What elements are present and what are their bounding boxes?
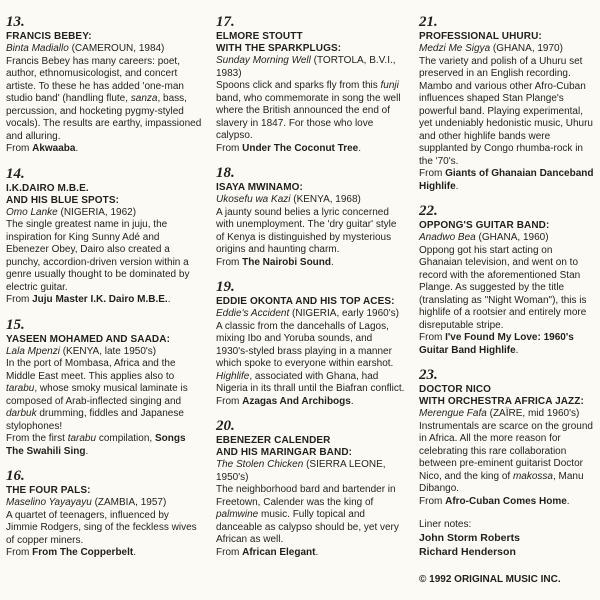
artist-name: PROFESSIONAL UHURU: xyxy=(419,31,542,42)
track-entry xyxy=(216,165,406,269)
track-title: The Stolen Chicken xyxy=(216,459,304,470)
source-prefix: From xyxy=(216,546,243,558)
source-album: The Nairobi Sound xyxy=(242,256,331,268)
artist-name: DOCTOR NICO xyxy=(419,384,492,395)
source-prefix: From xyxy=(6,294,33,305)
source-album: I've Found My Love: 1960's Guitar Band Highlife xyxy=(419,332,574,356)
title-line xyxy=(419,408,597,421)
track-number: 22. xyxy=(419,203,438,219)
source-line xyxy=(6,294,202,307)
artist-name: I.K.DAIRO M.B.E. xyxy=(6,182,89,194)
source-prefix: From xyxy=(216,256,243,268)
artist-name: EBENEZER CALENDER xyxy=(216,435,331,446)
track-description: In the port of Mombasa, Africa and the Middle East meet. This applies also to tarabu, whose smoky musical laminate is composed of Arab-inflected singing and darbuk drumming, fiddles and Japanese stylophones! xyxy=(6,358,188,432)
track-title: Sunday Morning Well xyxy=(216,55,311,66)
track-entry xyxy=(419,14,597,193)
artist-name: AND HIS MARINGAR BAND: xyxy=(216,447,353,458)
track-origin: (KENYA, 1968) xyxy=(293,194,361,205)
track-number: 17. xyxy=(216,14,235,30)
track-description: A classic from the dancehalls of Lagos, mixing Ibo and Yoruba sounds, and 1930's-styled brass playing in a manner which spoke to everyone within earshot. Highlife, associated with Ghana, had Nigeria in its thrall until the Biafran conflict. xyxy=(216,320,405,394)
track-entry xyxy=(6,14,202,156)
artist-name: AND HIS BLUE SPOTS: xyxy=(6,194,120,206)
source-album: From The Copperbelt xyxy=(32,547,134,558)
track-title: Ukosefu wa Kazi xyxy=(216,194,291,205)
track-description: The neighborhood bard and bartender in Freetown, Calender was the king of palmwine music. Fully topical and danceable as calypso should be, yet very African as well. xyxy=(216,484,399,545)
track-number: 21. xyxy=(419,14,438,30)
column-2 xyxy=(216,14,406,569)
title-line xyxy=(419,43,597,56)
liner-notes-credit xyxy=(419,518,597,559)
track-title: Medzi Me Sigya xyxy=(419,43,491,54)
source-line xyxy=(419,332,597,357)
copyright-notice: © 1992 ORIGINAL MUSIC INC. xyxy=(419,574,561,585)
source-suffix: . xyxy=(75,143,79,154)
source-prefix: From xyxy=(419,332,446,343)
source-album: Akwaaba xyxy=(32,143,76,154)
track-number: 15. xyxy=(6,316,25,333)
track-entry xyxy=(216,418,406,559)
title-line xyxy=(6,497,202,510)
source-suffix: . xyxy=(455,180,459,192)
track-entry xyxy=(6,166,202,307)
track-origin: (CAMEROUN, 1984) xyxy=(71,43,165,54)
liner-notes-author: Richard Henderson xyxy=(419,546,516,558)
artist-name: FRANCIS BEBEY: xyxy=(6,31,92,42)
track-number: 20. xyxy=(216,418,235,434)
source-album: Songs The Swahili Sing xyxy=(6,433,186,457)
column-3 xyxy=(419,14,597,586)
track-description: Oppong got his start acting on Ghanaian television, and went on to record with the aforementioned Stan Plange. As suggested by the title (translating as "Night Woman"), this is highlife of a rootsier and entirely more disreputable stripe. xyxy=(419,244,587,331)
title-line xyxy=(6,43,202,56)
source-prefix: From xyxy=(419,168,446,179)
source-line xyxy=(216,547,406,560)
track-description: The variety and polish of a Uhuru set preserved in an English recording. Mambo and various other Afro-Cuban influences shaped Stan Plange's powerful band. Playing experimental, yet undeniably hedonistic music, Uhuru and other highlife bands were supplanted by Congo rhumba-rock in the '70's. xyxy=(419,55,593,167)
source-line xyxy=(216,143,406,156)
track-origin: (GHANA, 1960) xyxy=(478,232,549,243)
track-title: Merengue Fafa xyxy=(419,408,487,419)
source-album: Juju Master I.K. Dairo M.B.E. xyxy=(32,294,168,305)
track-title: Eddie's Accident xyxy=(216,308,290,319)
source-suffix: . xyxy=(167,294,171,305)
title-line xyxy=(6,207,202,220)
artist-name: EDDIE OKONTA AND HIS TOP ACES: xyxy=(216,296,395,307)
track-origin: (KENYA, late 1950's) xyxy=(62,345,157,357)
source-prefix: From xyxy=(216,142,243,154)
track-origin: (NIGERIA, early 1960's) xyxy=(292,308,399,319)
track-description: Instrumentals are scarce on the ground in Africa. All the more reason for celebrating this rare collaboration between pre-eminent guitarist Doctor Nico, and the king of makossa, Manu Dibango. xyxy=(419,420,593,494)
title-line xyxy=(419,232,597,245)
track-entry xyxy=(216,14,406,155)
track-title: Omo Lanke xyxy=(6,206,58,218)
track-origin: (ZAMBIA, 1957) xyxy=(94,497,167,508)
column-1 xyxy=(6,14,202,570)
source-suffix: . xyxy=(331,256,334,268)
artist-name: OPPONG'S GUITAR BAND: xyxy=(419,220,550,231)
track-origin: (GHANA, 1970) xyxy=(492,43,563,54)
track-number: 13. xyxy=(6,14,25,30)
artist-name: THE FOUR PALS: xyxy=(6,485,91,496)
track-title: Maselino Yayayayu xyxy=(6,497,92,508)
source-album: Giants of Ghanaian Danceband Highlife xyxy=(419,168,594,192)
title-line xyxy=(216,308,406,321)
track-title: Lala Mpenzi xyxy=(6,345,60,357)
title-line xyxy=(216,194,406,207)
source-album: Azagas And Archibogs xyxy=(242,395,351,407)
track-description: A quartet of teenagers, influenced by Jimmie Rodgers, sing of the feckless wives of copper miners. xyxy=(6,509,197,546)
source-album: African Elegant xyxy=(242,546,316,558)
track-number: 23. xyxy=(419,367,438,383)
track-title: Binta Madiallo xyxy=(6,43,69,54)
track-title: Anadwo Bea xyxy=(419,232,476,243)
track-origin: (SIERRA LEONE, 1950's) xyxy=(216,459,386,483)
source-suffix: . xyxy=(133,547,137,558)
track-description: The single greatest name in juju, the inspiration for King Sunny Adé and Ebenezer Obey, Dairo also created a punchy, accordion-driven version within a genre usually thought to be dominated by electric guitar. xyxy=(6,219,190,293)
source-suffix: . xyxy=(350,395,354,407)
source-prefix: From xyxy=(6,143,33,154)
source-line xyxy=(6,143,202,156)
liner-notes-author: John Storm Roberts xyxy=(419,532,520,544)
source-line xyxy=(6,547,202,560)
track-entry xyxy=(419,367,597,508)
source-prefix: From xyxy=(419,495,446,507)
source-line xyxy=(419,168,597,193)
source-prefix: From xyxy=(216,395,243,407)
track-number: 19. xyxy=(216,279,235,295)
artist-name: ELMORE STOUTT xyxy=(216,31,303,42)
source-suffix: . xyxy=(515,344,519,356)
title-line xyxy=(216,459,406,484)
track-description: Spoons click and sparks fly from this funji band, who commemorate in song the well where the British announced the end of slavery in 1847. For those who love calypso. xyxy=(216,80,401,141)
track-origin: (NIGERIA, 1962) xyxy=(60,206,137,218)
source-line xyxy=(419,496,597,509)
track-origin: (TORTOLA, B.V.I., 1983) xyxy=(216,55,396,79)
track-origin: (ZAÏRE, mid 1960's) xyxy=(489,408,580,419)
liner-notes-label: Liner notes: xyxy=(419,519,472,530)
source-prefix: From the first tarabu compilation, xyxy=(6,433,155,444)
source-suffix: . xyxy=(315,546,319,558)
source-album: Under The Coconut Tree xyxy=(242,142,359,154)
artist-name: YASEEN MOHAMED AND SAADA: xyxy=(6,333,170,345)
track-entry xyxy=(216,279,406,408)
source-suffix: . xyxy=(566,495,570,507)
source-line xyxy=(216,396,406,409)
track-entry xyxy=(419,203,597,357)
track-entry xyxy=(6,317,202,459)
track-description: Francis Bebey has many careers: poet, author, ethnomusicologist, and concert artiste. To these he has added 'one-man studio band' (handling flute, sanza, bass, percussion, and hocketing pygmy-styled vocals). The results are earthy, impassioned and alluring. xyxy=(6,55,202,142)
track-number: 16. xyxy=(6,468,25,484)
track-number: 18. xyxy=(216,165,235,181)
artist-name: WITH THE SPARKPLUGS: xyxy=(216,43,342,54)
title-line xyxy=(6,346,202,359)
track-description: A jaunty sound belies a lyric concerned with unemployment. The 'dry guitar' style of Kenya is distinguished by mysterious origins and haunting charm. xyxy=(216,206,397,255)
source-line xyxy=(6,433,202,458)
source-prefix: From xyxy=(6,547,33,558)
title-line xyxy=(216,55,406,80)
source-suffix: . xyxy=(358,142,362,154)
source-suffix: . xyxy=(85,445,89,457)
column-3-entries xyxy=(419,14,597,508)
track-entry xyxy=(6,468,202,560)
source-line xyxy=(216,257,406,270)
artist-name: WITH ORCHESTRA AFRICA JAZZ: xyxy=(419,396,584,407)
track-number: 14. xyxy=(6,165,25,182)
source-album: Afro-Cuban Comes Home xyxy=(445,495,567,507)
artist-name: ISAYA MWINAMO: xyxy=(216,182,303,193)
